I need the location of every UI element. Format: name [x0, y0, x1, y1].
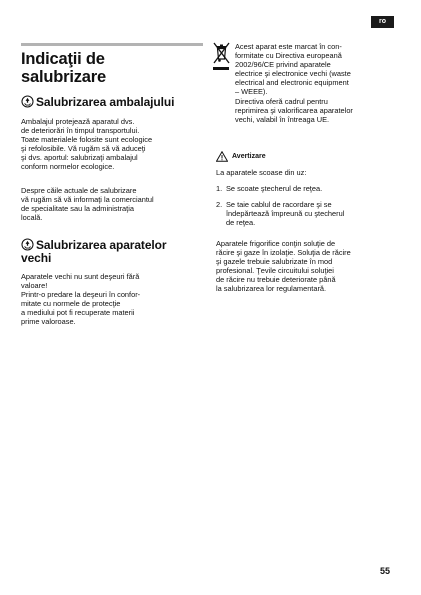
text-line: îndepărtează împreună cu ştecherul [226, 209, 345, 219]
text-line: Directiva oferă cadrul pentru [235, 96, 328, 106]
weee-bar [213, 67, 229, 70]
text-line: de răcire nu trebuie deteriorate până [216, 275, 336, 285]
text-line: reprimirea şi valorificarea aparatelor [235, 105, 353, 115]
text-line: Acest aparat este marcat în con- [235, 42, 342, 51]
warning-header [216, 150, 266, 162]
title-rule [21, 43, 203, 46]
section-heading-old-appliances-line-1: Salubrizarea aparatelor [36, 238, 167, 252]
text-line: răcire şi gaze în izolaţie. Soluţia de răcire [216, 248, 351, 258]
text-line: Printr-o predare la deşeuri în confor- [21, 290, 141, 300]
text-line: profesional. Ţevile circuitului soluţiei [216, 266, 334, 276]
language-tab: ro [371, 16, 394, 28]
text-line: electrical and electronic equipment [235, 78, 349, 88]
section-heading-packaging [21, 95, 211, 109]
section-heading-old-appliances [21, 238, 211, 265]
page-title [21, 50, 203, 86]
weee-paragraph [235, 42, 353, 124]
list-number: 2. [216, 200, 223, 209]
text-line: formitate cu Directiva europeană [235, 51, 342, 61]
section-heading-packaging-text: Salubrizarea ambalajului [36, 95, 175, 109]
title-line-1: Indicaţii de [21, 50, 105, 68]
text-line: Aparatele vechi nu sunt deşeuri fără [21, 272, 140, 281]
text-line: mitate cu normele de protecţie [21, 299, 121, 309]
text-line: de deteriorări în timpul transportului. [21, 126, 140, 136]
text-line: vă rugăm să vă informaţi la comerciantul [21, 195, 154, 205]
recycle-icon [21, 238, 34, 251]
old-appliances-paragraph [21, 272, 206, 327]
text-line: Aparatele frigorifice conţin soluţie de [216, 239, 336, 248]
packaging-paragraph-1 [21, 117, 206, 172]
text-line: La aparatele scoase din uz: [216, 168, 307, 177]
list-text [226, 200, 344, 227]
packaging-paragraph-2 [21, 186, 206, 222]
text-line: prime valoroase. [21, 317, 76, 327]
text-line: de specialitate sau la administraţia [21, 204, 134, 214]
text-line: – WEEE). [235, 87, 268, 97]
text-line: locală. [21, 213, 43, 223]
text-line: vechi, valabil în întreaga UE. [235, 114, 330, 124]
text-line: de reţea. [226, 218, 256, 228]
text-line: a mediului pot fi recuperate materii [21, 308, 135, 318]
section-heading-old-appliances-line-2: vechi [21, 251, 52, 265]
text-line: valoare! [21, 281, 48, 291]
text-line: şi refolosibile. Vă rugăm să vă aduceţi [21, 144, 146, 154]
crossed-bin-icon [213, 42, 230, 64]
title-line-2: salubrizare [21, 68, 106, 86]
list-text [226, 184, 322, 193]
text-line: electrice şi electronice vechi (waste [235, 69, 351, 79]
warning-label: Avertizare [232, 152, 266, 160]
recycle-icon [21, 95, 34, 108]
text-line: şi gazele trebuie salubrizate în mod [216, 257, 333, 267]
text-line: la salubrizarea lor regulamentară. [216, 284, 327, 294]
text-line: Toate materialele folosite sunt ecologice [21, 135, 153, 145]
list-number: 1. [216, 184, 223, 193]
refrigerant-paragraph [216, 239, 401, 294]
warning-intro [216, 168, 401, 177]
text-line: şi dvs. aportul: salubrizaţi ambalajul [21, 153, 138, 163]
text-line: 2002/96/CE privind aparatele [235, 60, 331, 70]
text-line: Despre căile actuale de salubrizare [21, 186, 137, 195]
page-number: 55 [380, 566, 391, 576]
text-line: Se taie cablul de racordare şi se [226, 200, 332, 209]
text-line: Se scoate ştecherul de reţea. [226, 184, 323, 193]
text-line: Ambalajul protejează aparatul dvs. [21, 117, 135, 126]
warning-triangle-icon [216, 151, 228, 162]
text-line: conform normelor ecologice. [21, 162, 115, 172]
